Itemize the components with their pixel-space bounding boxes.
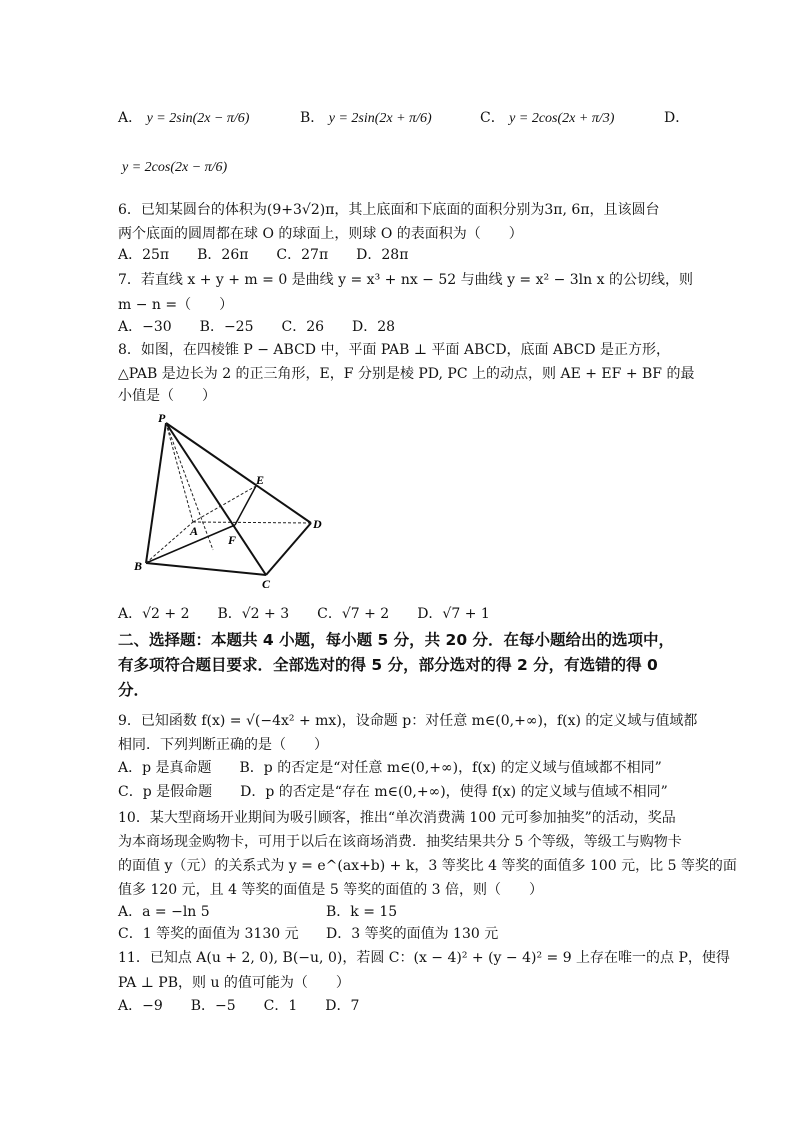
section-2-heading-line-1: 二、选择题：本题共 4 小题，每小题 5 分，共 20 分．在每小题给出的选项中， bbox=[118, 631, 675, 649]
label-b: B bbox=[134, 559, 143, 573]
q8-line-3: 小值是（ ） bbox=[118, 388, 216, 404]
q5-option-b-formula: y = 2sin(2x + π/6) bbox=[328, 111, 432, 126]
edge-bc bbox=[146, 563, 266, 575]
label-a: A bbox=[190, 524, 199, 538]
q10-option-c: C．1 等奖的面值为 3130 元 bbox=[118, 926, 299, 942]
label-e: E bbox=[256, 473, 265, 487]
q10-line-3: 的面值 y（元）的关系式为 y = e^(ax+b) + k，3 等奖比 4 等奖的面值多 100 元，比 5 等奖的面 bbox=[118, 858, 737, 874]
q5-option-c-label: C． bbox=[480, 110, 505, 126]
q10-option-d: D．3 等奖的面值为 130 元 bbox=[326, 926, 499, 942]
q5-option-a-formula: y = 2sin(2x − π/6) bbox=[146, 111, 250, 126]
q7-line-2: m − n =（ ） bbox=[118, 297, 234, 313]
q9-line-1: 9．已知函数 f(x) = √(−4x² + mx)，设命题 p：对任意 m∈(0,+∞)，f(x) 的定义域与值域都 bbox=[118, 713, 698, 729]
q5-option-d-label: D． bbox=[664, 110, 690, 126]
edge-ab bbox=[146, 522, 193, 563]
pyramid-figure bbox=[128, 410, 328, 590]
q5-option-d-formula: y = 2cos(2x − π/6) bbox=[122, 160, 228, 175]
q5-option-c-formula: y = 2cos(2x + π/3) bbox=[509, 111, 615, 126]
q8-options: A．√2 + 2 B．√2 + 3 C．√7 + 2 D．√7 + 1 bbox=[118, 606, 490, 622]
q9-option-cd: C．p 是假命题 D．p 的否定是“存在 m∈(0,+∞)，使得 f(x) 的定义域与值域不相同” bbox=[118, 784, 668, 800]
q10-option-b: B．k = 15 bbox=[326, 904, 398, 920]
q5-option-a-label: A． bbox=[118, 110, 143, 126]
q10-line-2: 为本商场现金购物卡，可用于以后在该商场消费．抽奖结果共分 5 个等级，等级工与购物卡 bbox=[118, 834, 682, 850]
edge-pc bbox=[166, 423, 266, 575]
q10-line-1: 10．某大型商场开业期间为吸引顾客，推出“单次消费满 100 元可参加抽奖”的活动，奖品 bbox=[118, 810, 676, 826]
label-p: P bbox=[158, 411, 166, 425]
q5-option-a bbox=[118, 108, 249, 129]
q9-line-2: 相同．下列判断正确的是（ ） bbox=[118, 737, 328, 753]
edge-cd bbox=[266, 523, 311, 575]
section-2-heading-line-3: 分． bbox=[118, 681, 150, 699]
q11-options: A．−9 B．−5 C．1 D．7 bbox=[118, 998, 360, 1014]
edge-ad bbox=[193, 522, 311, 523]
edge-pd bbox=[166, 423, 311, 523]
edge-pb bbox=[146, 423, 166, 563]
q6-options: A．25π B．26π C．27π D．28π bbox=[118, 247, 409, 263]
section-2-heading-line-2: 有多项符合题目要求．全部选对的得 5 分，部分选对的得 2 分，有选错的得 0 bbox=[118, 656, 658, 674]
label-c: C bbox=[262, 577, 271, 590]
q7-line-1: 7．若直线 x + y + m = 0 是曲线 y = x³ + nx − 52 与曲线 y = x² − 3ln x 的公切线，则 bbox=[118, 272, 693, 288]
q11-line-2: PA ⊥ PB，则 u 的值可能为（ ） bbox=[118, 975, 350, 991]
q6-line-2: 两个底面的圆周都在球 O 的球面上，则球 O 的表面积为（ ） bbox=[118, 226, 523, 242]
q10-line-4: 值多 120 元，且 4 等奖的面值是 5 等奖的面值的 3 倍，则（ ） bbox=[118, 882, 544, 898]
label-f: F bbox=[228, 533, 237, 547]
q9-option-ab: A．p 是真命题 B．p 的否定是“对任意 m∈(0,+∞)，f(x) 的定义域与值域都不相同” bbox=[118, 760, 662, 776]
q5-option-b bbox=[300, 108, 432, 129]
q7-options: A．−30 B．−25 C．26 D．28 bbox=[118, 319, 396, 335]
q5-option-c bbox=[480, 108, 614, 129]
label-d: D bbox=[313, 517, 322, 531]
q11-line-1: 11．已知点 A(u + 2, 0), B(−u, 0)，若圆 C：(x − 4)² + (y − 4)² = 9 上存在唯一的点 P，使得 bbox=[118, 950, 730, 966]
q8-line-2: △PAB 是边长为 2 的正三角形，E，F 分别是棱 PD, PC 上的动点，则 AE + EF + BF 的最 bbox=[118, 366, 695, 382]
q8-line-1: 8．如图，在四棱锥 P − ABCD 中，平面 PAB ⊥ 平面 ABCD，底面 ABCD 是正方形， bbox=[118, 342, 671, 358]
q5-option-b-label: B． bbox=[300, 110, 325, 126]
q6-line-1: 6．已知某圆台的体积为(9+3√2)π，其上底面和下底面的面积分别为3π, 6π，且该圆台 bbox=[118, 202, 660, 218]
q10-option-a: A．a = −ln 5 bbox=[118, 904, 210, 920]
